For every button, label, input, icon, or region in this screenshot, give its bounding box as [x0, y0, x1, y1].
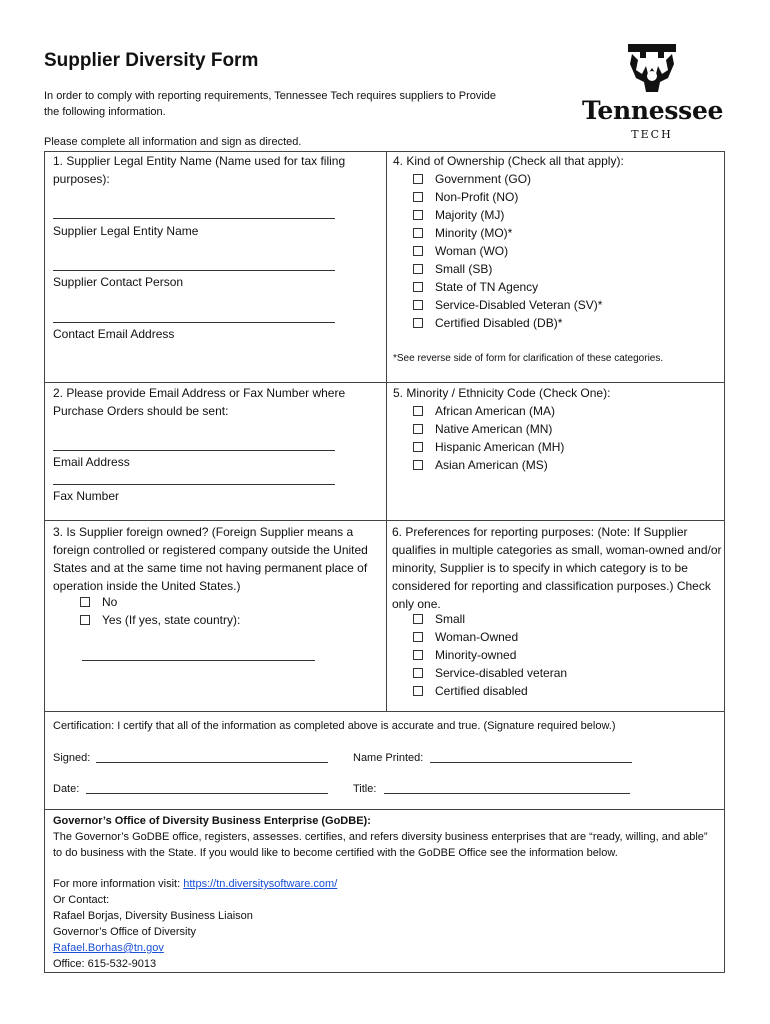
instruction-text: Please complete all information and sign as directed.: [44, 136, 302, 148]
page-title: Supplier Diversity Form: [44, 50, 259, 71]
date-label: Date:: [53, 783, 80, 795]
contact-email-link[interactable]: Rafael.Borhas@tn.gov: [53, 942, 164, 954]
contact-email-label: Contact Email Address: [53, 327, 175, 341]
po-fax-label: Fax Number: [53, 489, 120, 503]
checkbox[interactable]: [413, 318, 423, 328]
preference-option[interactable]: Small: [393, 610, 567, 628]
contact-name: Rafael Borjas, Diversity Business Liaison: [53, 910, 253, 922]
ethnicity-option[interactable]: Native American (MN): [393, 420, 564, 438]
checkbox[interactable]: [413, 300, 423, 310]
ownership-option[interactable]: Small (SB): [393, 260, 602, 278]
ownership-option[interactable]: Government (GO): [393, 170, 602, 188]
checkbox[interactable]: [413, 192, 423, 202]
name-printed-input[interactable]: [430, 762, 632, 763]
foreign-option-no[interactable]: No: [80, 593, 240, 611]
section-6-heading: 6. Preferences for reporting purposes: (Note: If Supplier qualifies in multiple categories as small, woman-owned and/or minority, Supplier is to specify in which category is to be considered for reporting and classification purposes.) Check only one.: [392, 525, 722, 611]
po-email-input[interactable]: [53, 450, 335, 451]
diversity-software-link[interactable]: https://tn.diversitysoftware.com/: [183, 878, 338, 890]
contact-email-link-wrap: [53, 940, 164, 956]
section-3-heading: 3. Is Supplier foreign owned? (Foreign Supplier means a foreign controlled or registered company outside the United States and at the same time not having permanent place of operation inside the United States.): [53, 525, 368, 593]
ethnicity-option[interactable]: Asian American (MS): [393, 456, 564, 474]
checkbox[interactable]: [413, 246, 423, 256]
title-input[interactable]: [384, 793, 630, 794]
or-contact: Or Contact:: [53, 894, 110, 906]
office-name: Governor’s Office of Diversity: [53, 926, 197, 938]
checkbox[interactable]: [413, 668, 423, 678]
ownership-option[interactable]: Woman (WO): [393, 242, 602, 260]
tennessee-tech-logo: [582, 40, 722, 142]
checkbox[interactable]: [413, 460, 423, 470]
checkbox[interactable]: [413, 210, 423, 220]
checkbox[interactable]: [413, 282, 423, 292]
checkbox[interactable]: [413, 424, 423, 434]
ethnicity-option[interactable]: Hispanic American (MH): [393, 438, 564, 456]
signature-input[interactable]: [96, 762, 328, 763]
name-printed-label: Name Printed:: [353, 752, 424, 764]
preference-options: [393, 610, 567, 700]
checkbox[interactable]: [413, 264, 423, 274]
ownership-option[interactable]: Non-Profit (NO): [393, 188, 602, 206]
contact-person-label: Supplier Contact Person: [53, 275, 184, 289]
checkbox[interactable]: [413, 686, 423, 696]
signed-label: Signed:: [53, 752, 91, 764]
checkbox[interactable]: [80, 615, 90, 625]
section-5-heading: 5. Minority / Ethnicity Code (Check One):: [393, 386, 611, 400]
section-1-heading: 1. Supplier Legal Entity Name (Name used for tax filing purposes):: [53, 154, 346, 186]
checkbox[interactable]: [413, 650, 423, 660]
section-2-heading: 2. Please provide Email Address or Fax Number where Purchase Orders should be sent:: [53, 386, 346, 418]
more-info-line: [53, 876, 337, 892]
checkbox[interactable]: [413, 614, 423, 624]
foreign-option-yes[interactable]: Yes (If yes, state country):: [80, 611, 240, 629]
preference-option[interactable]: Minority-owned: [393, 646, 567, 664]
preference-option[interactable]: Woman-Owned: [393, 628, 567, 646]
logo-wordmark: Tennessee: [582, 96, 724, 125]
preference-option[interactable]: Service-disabled veteran: [393, 664, 567, 682]
title-label: Title:: [353, 783, 377, 795]
ownership-options: [393, 170, 602, 332]
ethnicity-option[interactable]: African American (MA): [393, 402, 564, 420]
ethnicity-options: [393, 402, 564, 474]
ownership-option[interactable]: Service-Disabled Veteran (SV)*: [393, 296, 602, 314]
date-input[interactable]: [86, 793, 328, 794]
certification-text: Certification: I certify that all of the information as completed above is accurate and true. (Signature required below.): [53, 720, 616, 732]
checkbox[interactable]: [413, 228, 423, 238]
contact-email-input[interactable]: [53, 322, 335, 323]
checkbox[interactable]: [80, 597, 90, 607]
ownership-option[interactable]: State of TN Agency: [393, 278, 602, 296]
checkbox[interactable]: [413, 174, 423, 184]
preference-option[interactable]: Certified disabled: [393, 682, 567, 700]
logo-subtitle: TECH: [631, 128, 673, 141]
po-fax-input[interactable]: [53, 484, 335, 485]
po-email-label: Email Address: [53, 455, 130, 469]
checkbox[interactable]: [413, 442, 423, 452]
more-info-label: For more information visit:: [53, 878, 181, 890]
checkbox[interactable]: [413, 406, 423, 416]
legal-entity-name-label: Supplier Legal Entity Name: [53, 224, 199, 238]
foreign-country-input[interactable]: [82, 660, 315, 661]
godbe-body: The Governor’s GoDBE office, registers, assesses. certifies, and refers diversity business enterprises that are “ready, willing, and able” to do business with the State. If you would like to become certified with the GoDBE Office see the information below.: [53, 831, 708, 859]
contact-person-input[interactable]: [53, 270, 335, 271]
eagle-emblem-icon: [582, 40, 722, 96]
legal-entity-name-input[interactable]: [53, 218, 335, 219]
ownership-footnote: *See reverse side of form for clarification of these categories.: [393, 353, 664, 364]
checkbox[interactable]: [413, 632, 423, 642]
intro-text: In order to comply with reporting requirements, Tennessee Tech requires suppliers to Provide the following information.: [44, 90, 497, 118]
ownership-option[interactable]: Certified Disabled (DB)*: [393, 314, 602, 332]
godbe-heading: Governor’s Office of Diversity Business Enterprise (GoDBE):: [53, 815, 371, 827]
section-4-heading: 4. Kind of Ownership (Check all that apply):: [393, 154, 624, 168]
ownership-option[interactable]: Majority (MJ): [393, 206, 602, 224]
ownership-option[interactable]: Minority (MO)*: [393, 224, 602, 242]
foreign-owned-options: [80, 593, 240, 629]
office-phone: Office: 615-532-9013: [53, 958, 157, 970]
